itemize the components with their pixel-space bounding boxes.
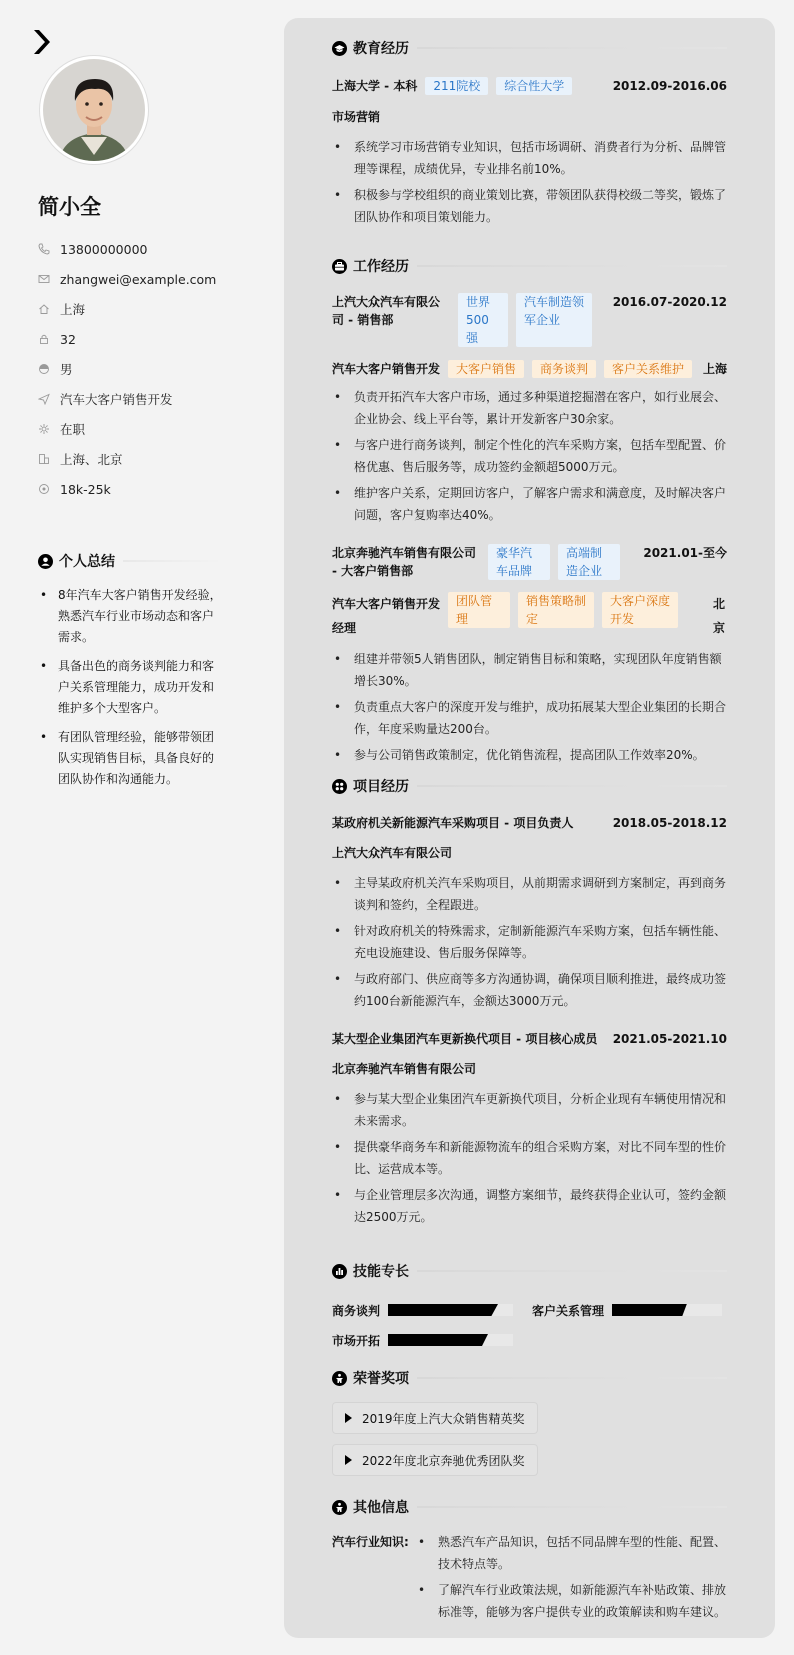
send-icon — [38, 393, 50, 405]
lock-icon — [38, 333, 50, 345]
skill-bar — [388, 1334, 513, 1346]
list-item: • 与政府部门、供应商等多方沟通协调，确保项目顺利推进，最终成功签约100台新能源汽车，金额达3000万元。 — [332, 968, 727, 1012]
list-item: • 积极参与学校组织的商业策划比赛，带领团队获得校级二等奖，锻炼了团队协作和项目策划能力。 — [332, 184, 727, 228]
project-date: 2021.05-2021.10 — [612, 1032, 727, 1046]
section-divider — [417, 1270, 727, 1272]
project-name: 某政府机关新能源汽车采购项目 - 项目负责人 — [332, 816, 574, 830]
project-entry-head — [332, 1030, 727, 1048]
company-tag: 世界500强 — [458, 293, 508, 347]
info-gender — [38, 354, 258, 384]
education-heading — [332, 38, 727, 58]
company-tag: 豪华汽车品牌 — [488, 544, 550, 580]
job-duties — [332, 648, 727, 766]
job-entry-head — [332, 293, 727, 347]
skill-item — [332, 1295, 532, 1325]
portrait-image — [43, 59, 145, 161]
job-role-row — [332, 592, 727, 640]
position-text: 汽车大客户销售开发 — [60, 392, 173, 407]
contact-info — [38, 234, 258, 504]
play-icon — [345, 1455, 352, 1465]
skill-bar-fill — [612, 1304, 687, 1316]
job-role: 汽车大客户销售开发经理 — [332, 597, 441, 635]
skills-title: 技能专长 — [353, 1264, 409, 1280]
company-name: 北京奔驰汽车销售有限公司 - 大客户销售部 — [332, 546, 477, 578]
money-icon — [38, 483, 50, 495]
other-title: 其他信息 — [353, 1500, 409, 1516]
other-section — [332, 1497, 727, 1627]
job-city: 上海 — [702, 362, 727, 376]
role-tag: 客户关系维护 — [604, 360, 692, 378]
skill-item — [532, 1295, 727, 1325]
section-divider — [417, 265, 727, 267]
list-item: • 具备出色的商务谈判能力和客户关系管理能力，成功开发和维护多个大型客户。 — [38, 656, 222, 719]
education-date: 2012.09-2016.06 — [612, 79, 727, 93]
role-tag: 团队管理 — [448, 592, 510, 628]
status-text: 在职 — [60, 422, 86, 437]
gear-icon — [38, 423, 50, 435]
avatar — [40, 56, 148, 164]
projects-heading — [332, 776, 727, 796]
awards-heading — [332, 1368, 727, 1388]
email-text: zhangwei@example.com — [60, 271, 217, 287]
info-status — [38, 414, 258, 444]
job-date: 2021.01-至今 — [643, 546, 727, 560]
bar-chart-icon — [332, 1264, 347, 1279]
projects-title: 项目经历 — [353, 779, 409, 795]
summary-heading — [38, 551, 222, 571]
info-email — [38, 264, 258, 294]
list-item: • 负责重点大客户的深度开发与维护，成功拓展某大型企业集团的长期合作，年度采购量达200台。 — [332, 696, 727, 740]
sidebar — [0, 0, 270, 1655]
project-company: 上汽大众汽车有限公司 — [332, 846, 453, 860]
gender-text: 男 — [60, 362, 73, 377]
job-duties — [332, 386, 727, 526]
project-entry-head — [332, 814, 727, 832]
awards-title: 荣誉奖项 — [353, 1371, 409, 1387]
info-work-city — [38, 444, 258, 474]
award-text: 2022年度北京奔驰优秀团队奖 — [362, 1453, 525, 1468]
education-title: 教育经历 — [353, 41, 409, 57]
summary-section — [38, 551, 222, 798]
education-section — [332, 38, 727, 232]
role-tag: 商务谈判 — [532, 360, 596, 378]
person-name: 简小全 — [38, 195, 101, 219]
info-age — [38, 324, 258, 354]
section-divider — [417, 1506, 727, 1508]
role-tag: 大客户销售 — [448, 360, 524, 378]
education-list — [332, 136, 727, 228]
salary-text: 18k-25k — [60, 481, 111, 497]
skill-name: 商务谈判 — [332, 1303, 381, 1318]
list-item: • 熟悉汽车产品知识，包括不同品牌车型的性能、配置、技术特点等。 — [416, 1531, 727, 1575]
job-date: 2016.07-2020.12 — [612, 295, 727, 309]
skill-bar-fill — [388, 1334, 488, 1346]
role-tag: 销售策略制定 — [518, 592, 594, 628]
other-row — [332, 1531, 727, 1627]
major-name: 市场营销 — [332, 110, 381, 124]
list-item: • 了解汽车行业政策法规，如新能源汽车补贴政策、排放标准等，能够为客户提供专业的政策解读和购车建议。 — [416, 1579, 727, 1623]
info-salary — [38, 474, 258, 504]
awards-list — [332, 1402, 727, 1486]
skills-heading — [332, 1261, 727, 1281]
list-item: • 参与公司销售政策制定，优化销售流程，提高团队工作效率20%。 — [332, 744, 727, 766]
award-text: 2019年度上汽大众销售精英奖 — [362, 1411, 525, 1426]
project-list — [332, 872, 727, 1012]
work-city-text: 上海、北京 — [60, 452, 123, 467]
phone-text: 13800000000 — [60, 241, 148, 257]
age-text: 32 — [60, 331, 76, 347]
work-title: 工作经历 — [353, 259, 409, 275]
award-icon — [332, 1371, 347, 1386]
skill-bar-fill — [388, 1304, 498, 1316]
list-item: • 参与某大型企业集团汽车更新换代项目，分析企业现有车辆使用情况和未来需求。 — [332, 1088, 727, 1132]
school-tag: 综合性大学 — [496, 77, 572, 95]
awards-section — [332, 1368, 727, 1486]
skills-section — [332, 1261, 727, 1355]
project-date: 2018.05-2018.12 — [612, 816, 727, 830]
main-panel — [284, 18, 775, 1638]
play-icon — [345, 1413, 352, 1423]
job-role: 汽车大客户销售开发 — [332, 362, 441, 376]
chevron-logo-icon — [34, 30, 52, 54]
education-entry-head — [332, 77, 727, 95]
skill-name: 市场开拓 — [332, 1333, 381, 1348]
list-item: • 针对政府机关的特殊需求，定制新能源汽车采购方案，包括车辆性能、充电设施建设、售后服务保障等。 — [332, 920, 727, 964]
list-item: • 8年汽车大客户销售开发经验，熟悉汽车行业市场动态和客户需求。 — [38, 585, 222, 648]
list-item: • 有团队管理经验，能够带领团队实现销售目标，具备良好的团队协作和沟通能力。 — [38, 727, 222, 790]
project-company: 北京奔驰汽车销售有限公司 — [332, 1062, 477, 1076]
list-item: • 组建并带领5人销售团队，制定销售目标和策略，实现团队年度销售额增长30%。 — [332, 648, 727, 692]
home-icon — [38, 303, 50, 315]
user-circle-icon — [38, 554, 53, 569]
section-divider — [417, 47, 727, 49]
graduation-cap-icon — [332, 41, 347, 56]
info-city — [38, 294, 258, 324]
mail-icon — [38, 273, 50, 285]
gender-icon — [38, 363, 50, 375]
award-item — [332, 1402, 538, 1434]
phone-icon — [38, 243, 50, 255]
school-name: 上海大学 - 本科 — [332, 79, 418, 93]
work-section — [332, 256, 727, 770]
role-tag: 大客户深度开发 — [602, 592, 678, 628]
section-divider — [417, 1377, 727, 1379]
skills-list — [332, 1295, 727, 1355]
section-divider — [417, 785, 727, 787]
company-tag: 高端制造企业 — [558, 544, 620, 580]
company-name: 上汽大众汽车有限公司 - 销售部 — [332, 295, 441, 327]
skill-name: 客户关系管理 — [532, 1303, 605, 1318]
info-phone — [38, 234, 258, 264]
work-heading — [332, 256, 727, 276]
job-city: 北京 — [713, 597, 726, 635]
list-item: • 负责开拓汽车大客户市场，通过多种渠道挖掘潜在客户，如行业展会、企业协会、线上平台等，累计开发新客户30余家。 — [332, 386, 727, 430]
projects-section — [332, 776, 727, 1232]
company-tag: 汽车制造领军企业 — [516, 293, 592, 347]
skill-bar — [612, 1304, 722, 1316]
summary-title: 个人总结 — [59, 554, 115, 570]
school-tag: 211院校 — [425, 77, 488, 95]
section-divider — [123, 560, 222, 562]
briefcase-icon — [332, 259, 347, 274]
other-heading — [332, 1497, 727, 1517]
other-list — [416, 1531, 727, 1627]
skill-item — [332, 1325, 532, 1355]
project-list — [332, 1088, 727, 1228]
list-item: • 维护客户关系，定期回访客户，了解客户需求和满意度，及时解决客户问题，客户复购率达40%。 — [332, 482, 727, 526]
job-entry-head — [332, 544, 727, 580]
other-label: 汽车行业知识: — [332, 1535, 409, 1549]
list-item: • 系统学习市场营销专业知识，包括市场调研、消费者行为分析、品牌管理等课程，成绩优异，专业排名前10%。 — [332, 136, 727, 180]
list-item: • 与客户进行商务谈判，制定个性化的汽车采购方案，包括车型配置、价格优惠、售后服务等，成功签约金额超5000万元。 — [332, 434, 727, 478]
summary-list — [38, 585, 222, 790]
list-item: • 与企业管理层多次沟通，调整方案细节，最终获得企业认可，签约金额达2500万元。 — [332, 1184, 727, 1228]
list-item: • 提供豪华商务车和新能源物流车的组合采购方案，对比不同车型的性价比、运营成本等。 — [332, 1136, 727, 1180]
list-item: • 主导某政府机关汽车采购项目，从前期需求调研到方案制定，再到商务谈判和签约，全程跟进。 — [332, 872, 727, 916]
info-position — [38, 384, 258, 414]
award-item — [332, 1444, 538, 1476]
grid-icon — [332, 779, 347, 794]
job-role-row — [332, 360, 727, 378]
project-name: 某大型企业集团汽车更新换代项目 - 项目核心成员 — [332, 1032, 598, 1046]
city-text: 上海 — [60, 302, 86, 317]
skill-bar — [388, 1304, 513, 1316]
building-icon — [38, 453, 50, 465]
person-icon — [332, 1500, 347, 1515]
